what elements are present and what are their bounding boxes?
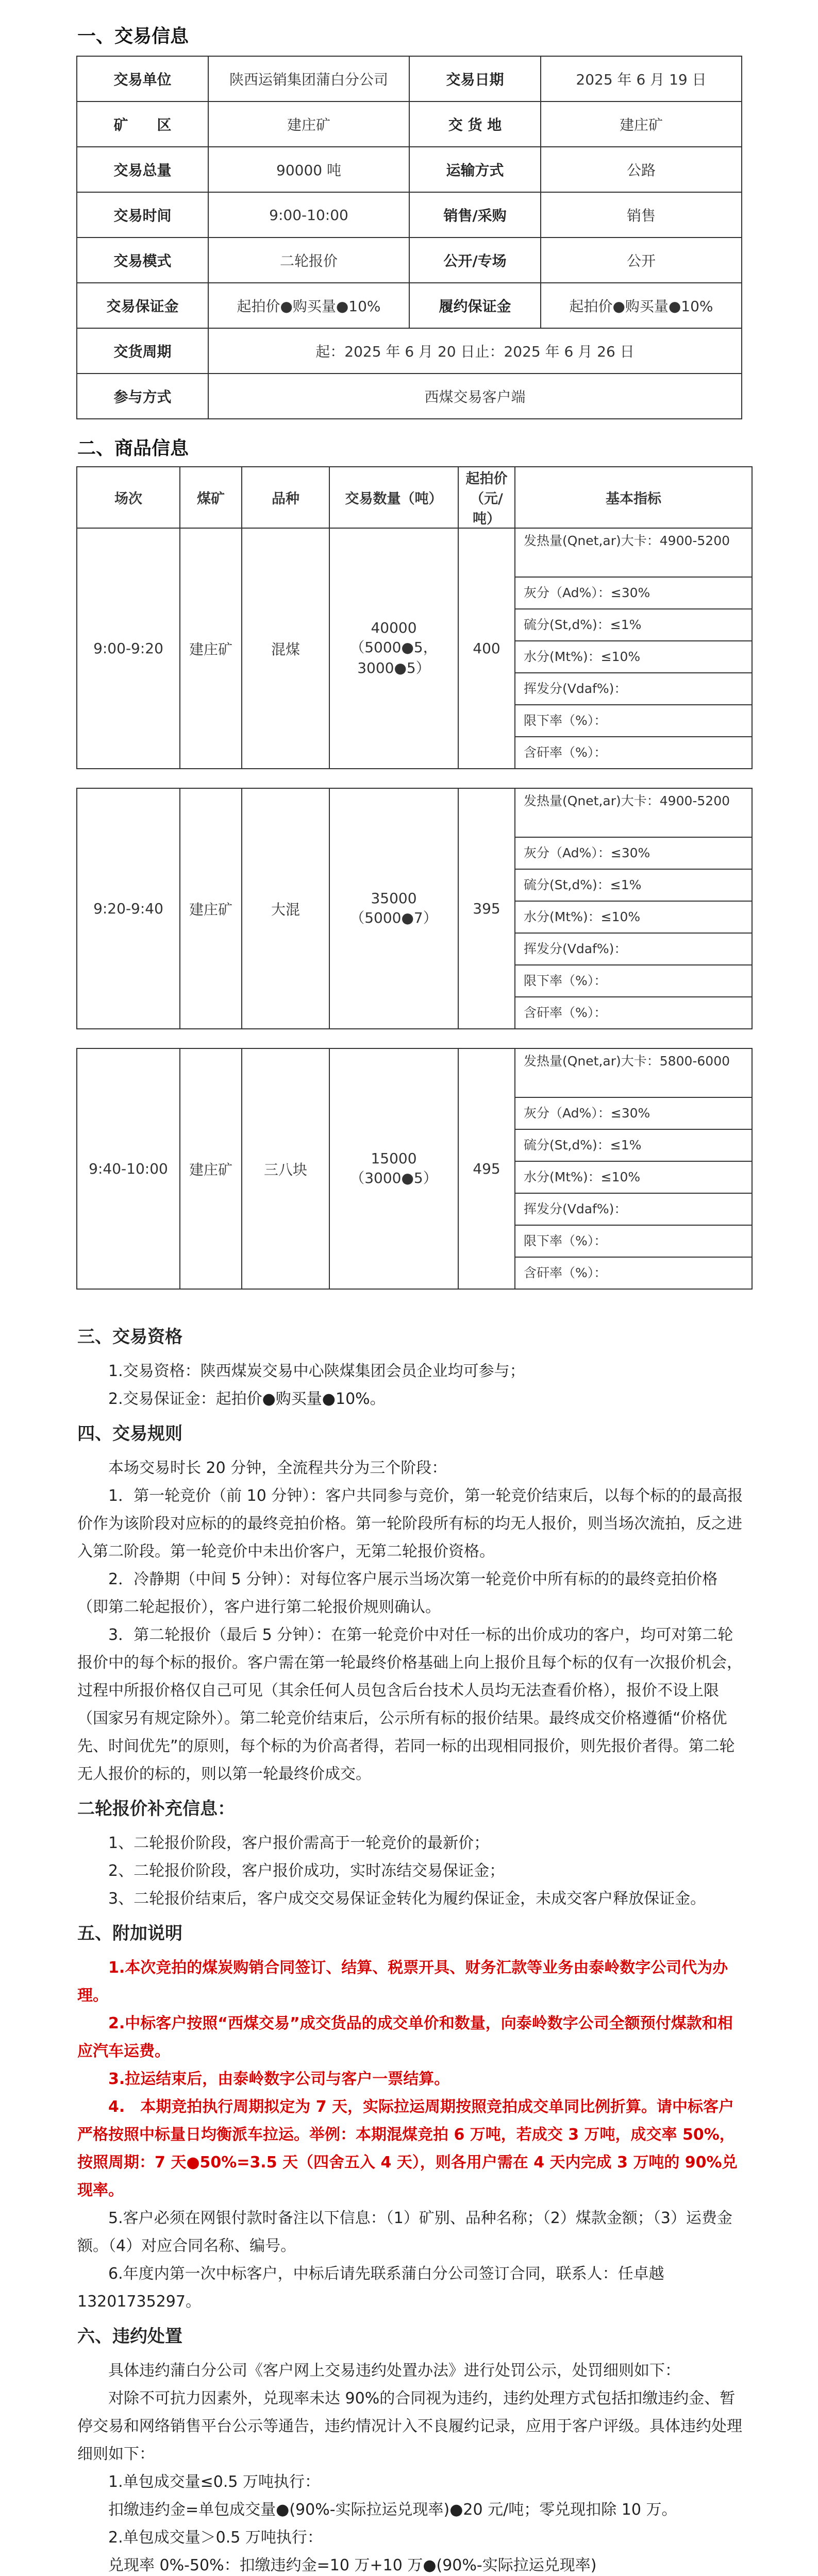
deliver-value: 建庄矿 <box>541 101 742 147</box>
trade-date-label: 交易日期 <box>409 56 541 101</box>
col-header: 品种 <box>242 467 329 528</box>
time-value: 9:00-10:00 <box>208 192 409 238</box>
spec-item: 含矸率（%）： <box>524 1265 607 1280</box>
qty-value: 40000 <box>371 619 417 636</box>
paragraph: 2.交易保证金：起拍价●购买量●10%。 <box>108 1390 386 1408</box>
public-label: 公开/专场 <box>409 238 541 283</box>
paragraph: 兑现率 0%-50%：扣缴违约金=10 万+10 万●(90%-实际拉运兑现率) <box>108 2556 597 2574</box>
period-label: 交货周期 <box>77 328 208 374</box>
variety-cell: 三八块 <box>242 1048 329 1289</box>
note-paragraph: 6.年度内第一次中标客户，中标后请先联系蒲白分公司签订合同，联系人：任卓越 13201735297。 <box>77 2265 664 2311</box>
section-title-goods-info: 二、商品信息 <box>77 438 189 459</box>
goods-table <box>76 466 753 1290</box>
sale-value: 销售 <box>541 192 742 238</box>
spec-item: 发热量(Qnet,ar)大卡：5800-6000 <box>515 1049 752 1098</box>
paragraph: 2、二轮报价阶段，客户报价成功，实时冻结交易保证金； <box>108 1862 505 1880</box>
spec-item: 挥发分(Vdaf%)： <box>515 673 752 705</box>
table-header-row <box>77 467 752 528</box>
col-header: 交易数量（吨） <box>329 467 458 528</box>
trade-unit-value: 陕西运销集团蒲白分公司 <box>208 56 409 101</box>
note-paragraph: 3.拉运结束后，由泰岭数字公司与客户一票结算。 <box>108 2070 450 2088</box>
trade-info-table <box>76 56 742 419</box>
deliver-label: 交 货 地 <box>409 101 541 147</box>
mode-value: 二轮报价 <box>208 238 409 283</box>
spec-item: 灰分（Ad%）：≤30% <box>515 838 752 870</box>
total-value: 90000 吨 <box>208 147 409 192</box>
specs-cell <box>515 788 752 1029</box>
qty-value: 35000 <box>371 890 417 907</box>
paragraph: 1．第一轮竞价（前 10 分钟）：客户共同参与竞价，第一轮竞价结束后，以每个标的的最高报价作为该阶段对应标的的最终竞拍价格。第一轮阶段所有标的均无人报价，则当场次流拍，反之进入第二阶段。第一轮竞价中未出价客户，无第二轮报价资格。 <box>77 1487 743 1561</box>
time-label: 交易时间 <box>77 192 208 238</box>
spec-item: 水分(Mt%)：≤10% <box>515 641 752 673</box>
method-value: 西煤交易客户端 <box>208 374 742 419</box>
table-row <box>77 788 752 1029</box>
paragraph: 1.单包成交量≤0.5 万吨执行： <box>108 2473 321 2491</box>
table-gap-row <box>77 1029 752 1048</box>
trade-unit-label: 交易单位 <box>77 56 208 101</box>
mode-label: 交易模式 <box>77 238 208 283</box>
section-title-trade-info: 一、交易信息 <box>77 26 189 47</box>
paragraph: 具体违约蒲白分公司《客户网上交易违约处置办法》进行处罚公示，处罚细则如下： <box>108 2362 680 2380</box>
col-header: 场次 <box>77 467 180 528</box>
public-value: 公开 <box>541 238 742 283</box>
paragraph: 1、二轮报价阶段，客户报价需高于一轮竞价的最新价； <box>108 1834 490 1852</box>
qty-cell <box>329 1048 458 1289</box>
spec-item: 挥发分(Vdaf%)： <box>515 1194 752 1226</box>
paragraph: 2．冷静期（中间 5 分钟）：对每位客户展示当场次第一轮竞价中所有标的的最终竞拍价格（即第二轮起报价），客户进行第二轮报价规则确认。 <box>77 1570 718 1616</box>
table-row <box>77 192 742 238</box>
section-title-supplement: 二轮报价补充信息： <box>77 1799 235 1819</box>
session-cell: 9:40-10:00 <box>77 1048 180 1289</box>
total-label: 交易总量 <box>77 147 208 192</box>
paragraph: 扣缴违约金=单包成交量●(90%-实际拉运兑现率)●20 元/吨；零兑现扣除 10 万。 <box>108 2501 677 2519</box>
transport-label: 运输方式 <box>409 147 541 192</box>
mine-cell: 建庄矿 <box>180 1048 242 1289</box>
spec-item: 灰分（Ad%）：≤30% <box>515 1098 752 1130</box>
table-row <box>77 1048 752 1289</box>
note-paragraph: 5.客户必须在网银付款时备注以下信息：（1）矿别、品种名称；（2）煤款金额；（3）运费金额。（4）对应合同名称、编号。 <box>77 2209 732 2255</box>
trade-date-value: 2025 年 6 月 19 日 <box>541 56 742 101</box>
table-row <box>77 283 742 328</box>
mine-cell: 建庄矿 <box>180 788 242 1029</box>
spec-item: 水分(Mt%)：≤10% <box>515 1162 752 1194</box>
note-paragraph: 4. 本期竞拍执行周期拟定为 7 天，实际拉运周期按照竞拍成交单同比例折算。请中标客户严格按照中标量日均衡派车拉运。举例：本期混煤竞拍 6 万吨，若成交 3 万吨，成交率 50%，按照周期：7 天●50%=3.5 天（四舍五入 4 天），则各用户需在 4 天内完成 3 万吨的 90%兑现率。 <box>77 2098 738 2199</box>
spec-item: 硫分(St,d%)：≤1% <box>515 1130 752 1162</box>
section-title-notes: 五、附加说明 <box>77 1923 182 1944</box>
table-row <box>77 56 742 101</box>
session-cell: 9:00-9:20 <box>77 528 180 769</box>
perf-label: 履约保证金 <box>409 283 541 328</box>
qty-cell <box>329 528 458 769</box>
variety-cell: 大混 <box>242 788 329 1029</box>
specs-cell <box>515 528 752 769</box>
section-title-breach: 六、违约处置 <box>77 2326 182 2347</box>
spec-item: 含矸率（%）： <box>524 745 607 760</box>
table-row <box>77 528 752 769</box>
qty-note: （5000●7） <box>350 909 438 926</box>
qty-value: 15000 <box>371 1150 417 1167</box>
spec-item: 灰分（Ad%）：≤30% <box>515 578 752 609</box>
specs-cell <box>515 1048 752 1289</box>
table-row <box>77 101 742 147</box>
transport-value: 公路 <box>541 147 742 192</box>
table-row <box>77 328 742 374</box>
spec-item: 限下率（%）： <box>515 965 752 997</box>
note-paragraph: 2.中标客户按照“西煤交易”成交货品的成交单价和数量，向泰岭数字公司全额预付煤款和相应汽车运费。 <box>77 2014 733 2060</box>
col-header: 基本指标 <box>515 467 752 528</box>
paragraph: 3．第二轮报价（最后 5 分钟）：在第一轮竞价中对任一标的出价成功的客户，均可对第二轮报价中的每个标的报价。客户需在第一轮最终价格基础上向上报价且每个标的仅有一次报价机会，过程中所报价格仅自己可见（其余任何人员包含后台技术人员均无法查看价格），报价不设上限（国家另有规定除外）。第二轮竞价结束后，公示所有标的报价结果。最终成交价格遵循“价格优先、时间优先”的原则，每个标的为价高者得，若同一标的出现相同报价，则先报价者得。第二轮无人报价的标的，则以第一轮最终价成交。 <box>77 1626 742 1783</box>
method-label: 参与方式 <box>77 374 208 419</box>
price-cell: 495 <box>458 1048 515 1289</box>
paragraph: 对除不可抗力因素外，兑现率未达 90%的合同视为违约，违约处理方式包括扣缴违约金、暂停交易和网络销售平台公示等通告，违约情况计入不良履约记录，应用于客户评级。具体违约处理细则如下： <box>77 2389 742 2463</box>
paragraph: 1.交易资格：陕西煤炭交易中心陕煤集团会员企业均可参与； <box>108 1362 525 1380</box>
col-header: 起拍价（元/吨） <box>458 467 515 528</box>
perf-value: 起拍价●购买量●10% <box>541 283 742 328</box>
deposit-value: 起拍价●购买量●10% <box>208 283 409 328</box>
table-gap-row <box>77 769 752 788</box>
section-title-qualification: 三、交易资格 <box>77 1327 182 1347</box>
note-paragraph: 1.本次竞拍的煤炭购销合同签订、结算、税票开具、财务汇款等业务由泰岭数字公司代为办理。 <box>77 1959 728 2005</box>
paragraph: 2.单包成交量＞0.5 万吨执行： <box>108 2529 323 2547</box>
spec-item: 硫分(St,d%)：≤1% <box>515 870 752 902</box>
paragraph: 3、二轮报价结束后，客户成交交易保证金转化为履约保证金，未成交客户释放保证金。 <box>108 1890 706 1908</box>
price-cell: 400 <box>458 528 515 769</box>
variety-cell: 混煤 <box>242 528 329 769</box>
mine-value: 建庄矿 <box>208 101 409 147</box>
spec-item: 挥发分(Vdaf%)： <box>515 934 752 965</box>
period-value: 起：2025 年 6 月 20 日止：2025 年 6 月 26 日 <box>208 328 742 374</box>
document-body <box>77 1316 747 2576</box>
table-row <box>77 238 742 283</box>
col-header: 煤矿 <box>180 467 242 528</box>
qty-note: （5000●5，3000●5） <box>350 639 438 676</box>
spec-item: 限下率（%）： <box>515 705 752 737</box>
spec-item: 水分(Mt%)：≤10% <box>515 902 752 934</box>
deposit-label: 交易保证金 <box>77 283 208 328</box>
mine-label: 矿 区 <box>77 101 208 147</box>
sale-label: 销售/采购 <box>409 192 541 238</box>
paragraph: 本场交易时长 20 分钟，全流程共分为三个阶段： <box>108 1459 447 1477</box>
section-title-rules: 四、交易规则 <box>77 1423 182 1444</box>
session-cell: 9:20-9:40 <box>77 788 180 1029</box>
spec-item: 发热量(Qnet,ar)大卡：4900-5200 <box>515 529 752 578</box>
spec-item: 含矸率（%）： <box>524 1005 607 1020</box>
spec-item: 限下率（%）： <box>515 1226 752 1258</box>
spec-item: 硫分(St,d%)：≤1% <box>515 609 752 641</box>
spec-item: 发热量(Qnet,ar)大卡：4900-5200 <box>515 789 752 838</box>
qty-cell <box>329 788 458 1029</box>
table-row <box>77 374 742 419</box>
price-cell: 395 <box>458 788 515 1029</box>
table-row <box>77 147 742 192</box>
mine-cell: 建庄矿 <box>180 528 242 769</box>
qty-note: （3000●5） <box>350 1170 438 1187</box>
